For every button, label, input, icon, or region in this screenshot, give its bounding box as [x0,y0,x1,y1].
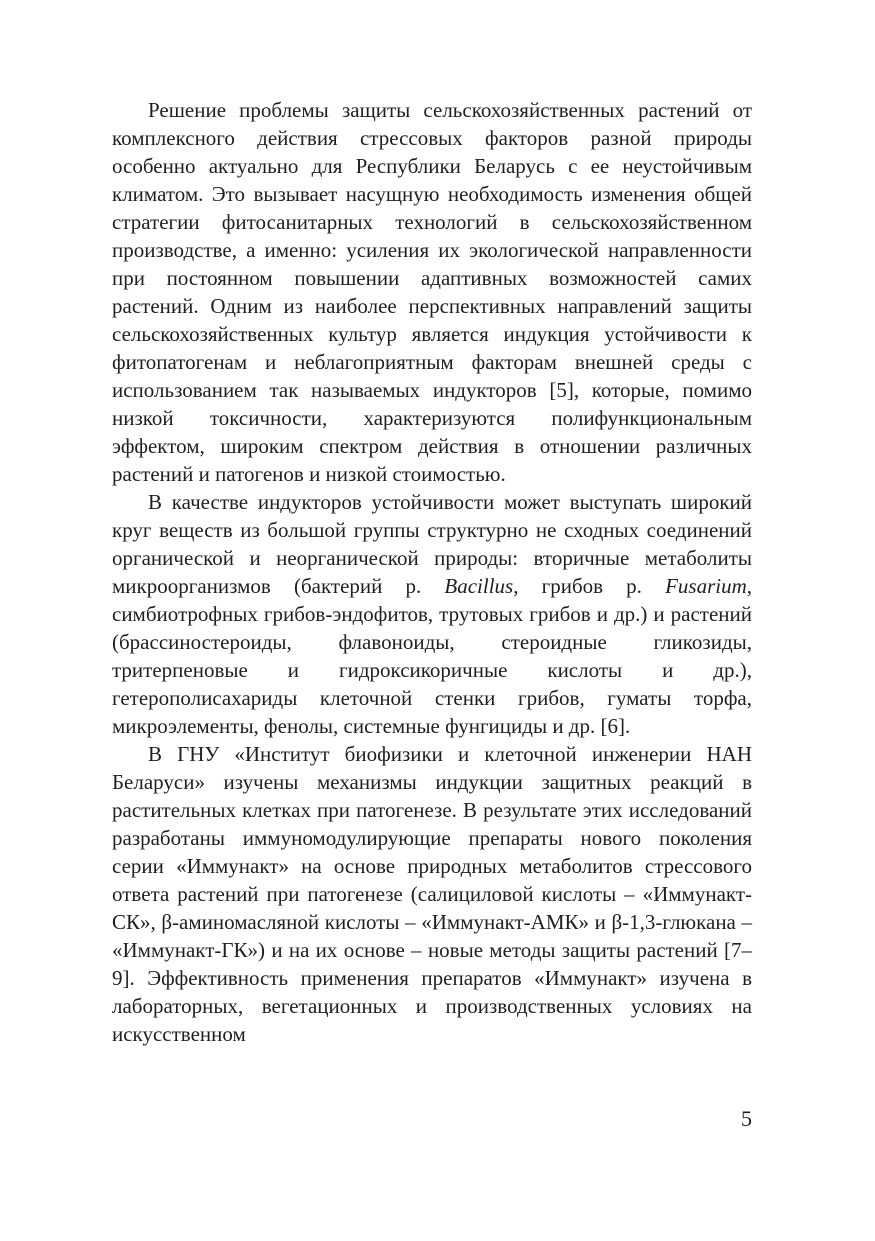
genus-name-fusarium: Fusarium [665,574,747,598]
paragraph-2-text-part-2: , грибов р. [513,574,666,598]
paragraph-1-text: Решение проблемы защиты сельскохозяйственных растений от комплексного действия стрессовых факторов разной природы особенно актуально для Республики Беларусь с ее неустойчивым климатом. Это вызывает насущную необходимость изменения общей стратегии фитосанитарных технологий в сельскохозяйственном производстве, а именно: усиления их экологической направленности при постоянном повышении адаптивных возможностей самих растений. Одним из наиболее перспективных направлений защиты сельскохозяйственных культур является индукция устойчивости к фитопатогенам и неблагоприятным факторам внешней среды с использованием так называемых индукторов [5], которые, помимо низкой токсичности, характеризуются полифункциональным эффектом, широким спектром действия в отношении различных растений и патогенов и низкой стоимостью. [112,98,752,486]
paragraph-2-text-part-3: , симбиотрофных грибов-эндофитов, трутовых грибов и др.) и растений (брассиностероиды, флавоноиды, стероидные гликозиды, тритерпеновые и гидроксикоричные кислоты и др.), гетерополисахариды клеточной стенки грибов, гуматы торфа, микроэлементы, фенолы, системные фунгициды и др. [6]. [112,574,752,738]
page-number: 5 [741,1106,752,1131]
paragraph-2 [112,488,752,740]
paragraph-3-text: В ГНУ «Институт биофизики и клеточной инженерии НАН Беларуси» изучены механизмы индукции защитных реакций в растительных клетках при патогенезе. В результате этих исследований разработаны иммуномодулирующие препараты нового поколения серии «Иммунакт» на основе природных метаболитов стрессового ответа растений при патогенезе (салициловой кислоты – «Иммунакт-СК», β-аминомасляной кислоты – «Иммунакт-АМК» и β-1,3-глюкана – «Иммунакт-ГК») и на их основе – новые методы защиты растений [7–9]. Эффективность применения препаратов «Иммунакт» изучена в лабораторных, вегетационных и производственных условиях на искусственном [112,742,752,1046]
paragraph-3 [112,740,752,1048]
body-text [112,96,752,1048]
paragraph-1 [112,96,752,488]
paragraph-2-text-part-1: В качестве индукторов устойчивости может выступать широкий круг веществ из большой группы структурно не сходных соединений органической и неорганической природы: вторичные метаболиты микроорганизмов (бактерий р. [112,490,752,598]
genus-name-bacillus: Bacillus [444,574,514,598]
